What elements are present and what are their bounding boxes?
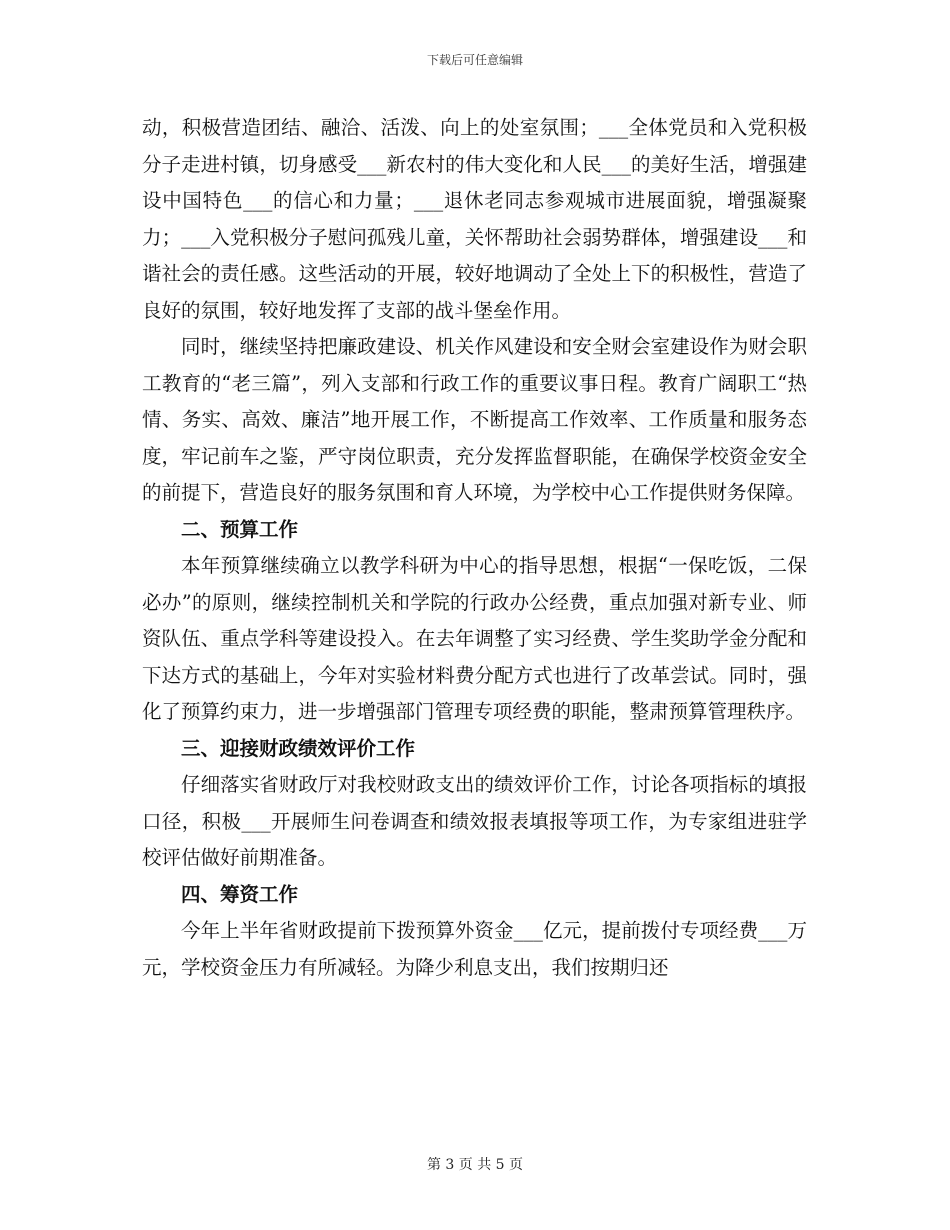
section-heading-budget: 二、预算工作 xyxy=(181,517,299,541)
page-header: 下载后可任意编辑 xyxy=(426,53,523,67)
document-body xyxy=(142,110,807,986)
page-number: 第 3 页 共 5 页 xyxy=(426,1157,524,1173)
section-heading-fundraising: 四、筹资工作 xyxy=(181,882,299,906)
paragraph-fundraising: 今年上半年省财政提前下拨预算外资金___亿元，提前拨付专项经费___万元，学校资金压力有所减轻。为降少利息支出，我们按期归还 xyxy=(142,919,807,979)
paragraph-continued: 动，积极营造团结、融洽、活泼、向上的处室氛围；___全体党员和入党积极分子走进村镇，切身感受___新农村的伟大变化和人民___的美好生活，增强建设中国特色___的信心和力量；___退休老同志参观城市进展面貌，增强凝聚力；___入党积极分子慰问孤残儿童，关怀帮助社会弱势群体，增强建设___和谐社会的责任感。这些活动的开展，较好地调动了全处上下的积极性，营造了良好的氛围，较好地发挥了支部的战斗堡垒作用。 xyxy=(142,116,807,322)
section-heading-performance-evaluation: 三、迎接财政绩效评价工作 xyxy=(181,736,416,760)
paragraph-budget: 本年预算继续确立以教学科研为中心的指导思想，根据“一保吃饭，二保必办”的原则，继续控制机关和学院的行政办公经费，重点加强对新专业、师资队伍、重点学科等建设投入。在去年调整了实习经费、学生奖助学金分配和下达方式的基础上，今年对实验材料费分配方式也进行了改革尝试。同时，强化了预算约束力，进一步增强部门管理专项经费的职能，整肃预算管理秩序。 xyxy=(142,554,807,723)
paragraph-performance-evaluation: 仔细落实省财政厅对我校财政支出的绩效评价工作，讨论各项指标的填报口径，积极___开展师生问卷调查和绩效报表填报等项工作，为专家组进驻学校评估做好前期准备。 xyxy=(142,773,807,869)
paragraph-integrity: 同时，继续坚持把廉政建设、机关作风建设和安全财会室建设作为财会职工教育的“老三篇”，列入支部和行政工作的重要议事日程。教育广阔职工“热情、务实、高效、廉洁”地开展工作，不断提高工作效率、工作质量和服务态度，牢记前车之鉴，严守岗位职责，充分发挥监督职能，在确保学校资金安全的前提下，营造良好的服务氛围和育人环境，为学校中心工作提供财务保障。 xyxy=(142,335,807,504)
